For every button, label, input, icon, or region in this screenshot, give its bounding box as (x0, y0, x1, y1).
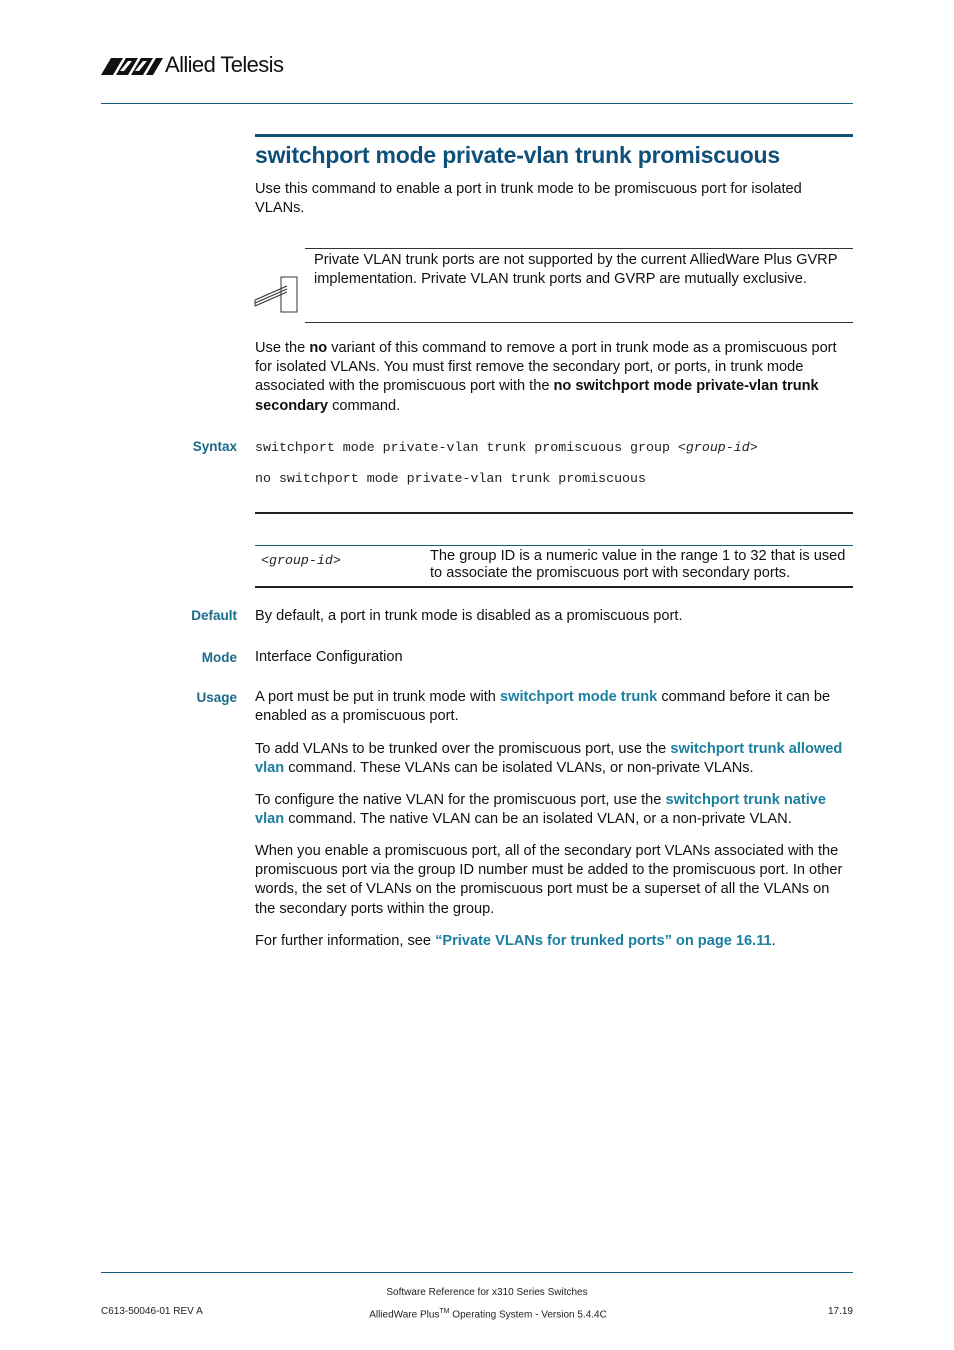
usage-paragraph-5 (255, 932, 851, 951)
usage-p2-text-a: To add VLANs to be trunked over the promiscuous port, use the (255, 741, 671, 757)
param-table-top-rule (255, 512, 853, 514)
syntax-line-2: no switchport mode private-vlan trunk promiscuous (255, 471, 646, 486)
allied-telesis-logo (101, 52, 301, 80)
footer-product: AlliedWare Plus (369, 1309, 440, 1321)
switchport-mode-trunk-link[interactable]: switchport mode trunk (499, 689, 658, 705)
usage-p2-text-b: command. These VLANs can be isolated VLANs, or non-private VLANs. (284, 760, 754, 777)
no-variant-paragraph (255, 339, 851, 416)
usage-p5-text-a: For further information, see (255, 933, 436, 949)
footer-doc-title: Software Reference for x310 Series Switches (386, 1287, 588, 1298)
param-table-header-rule (255, 545, 853, 546)
no-variant-text-3: command. (328, 397, 401, 414)
note-bottom-rule (305, 322, 853, 323)
param-table-bottom-rule (255, 586, 853, 588)
syntax-line-1-suffix: > (749, 440, 758, 455)
logo-text: Allied Telesis (165, 52, 284, 77)
param-group-id: <group-id> (261, 553, 341, 568)
note-top-rule (305, 248, 853, 249)
footer-os-version (340, 1305, 636, 1321)
default-label: Default (191, 608, 237, 623)
header-rule (101, 103, 853, 104)
usage-p5-text-b: . (771, 933, 776, 949)
switchport-trunk-native-vlan-link[interactable]: switchport trunk native vlan (255, 792, 827, 828)
usage-paragraph-4: When you enable a promiscuous port, all of the secondary port VLANs associated with the promiscuous port via the group ID number must be added to the promiscuous port. In other words, the set of VLANs on the promiscuous port must be a superset of all the VLANs on the secondary ports within the group. (255, 843, 843, 917)
syntax-line-1-prefix: switchport mode private-vlan trunk promiscuous group < (255, 440, 686, 455)
footer-page-number: 17.19 (827, 1306, 853, 1317)
page-title: switchport mode private-vlan trunk promiscuous (255, 142, 780, 168)
footer-version: Operating System - Version 5.4.4C (449, 1309, 607, 1321)
no-keyword: no (309, 340, 328, 356)
switchport-trunk-allowed-vlan-link[interactable]: switchport trunk allowed vlan (255, 741, 843, 777)
footer-trademark: TM (439, 1308, 450, 1315)
usage-paragraph-1 (255, 688, 851, 726)
pencil-note-icon (253, 272, 299, 318)
usage-paragraph-3 (255, 791, 851, 829)
default-text: By default, a port in trunk mode is disabled as a promiscuous port. (255, 608, 683, 624)
no-variant-text-1: Use the (255, 340, 310, 356)
usage-paragraph-2 (255, 740, 851, 778)
secondary-command: no switchport mode private-vlan trunk secondary (255, 378, 819, 414)
syntax-label: Syntax (192, 439, 237, 454)
mode-text: Interface Configuration (255, 649, 403, 665)
usage-p3-text-a: To configure the native VLAN for the promiscuous port, use the (255, 792, 666, 808)
logo-mark-icon (101, 55, 163, 77)
intro-paragraph: Use this command to enable a port in trunk mode to be promiscuous port for isolated VLANs. (255, 181, 802, 217)
usage-p3-text-b: command. The native VLAN can be an isolated VLAN, or a non-private VLAN. (284, 811, 792, 828)
usage-p1-text-a: A port must be put in trunk mode with (255, 689, 500, 705)
usage-label: Usage (196, 690, 237, 705)
param-group-id-description: The group ID is a numeric value in the range 1 to 32 that is used to associate the promiscuous port with secondary ports. (430, 548, 846, 581)
title-bar (255, 134, 853, 137)
private-vlans-trunked-ports-link[interactable]: “Private VLANs for trunked ports” on page 16.11 (435, 933, 772, 949)
syntax-line-1 (255, 440, 758, 455)
footer-doc-id: C613-50046-01 REV A (101, 1306, 203, 1317)
no-variant-text-2: variant of this command to remove a port in trunk mode as a promiscuous port for isolated VLANs. You must first remove the secondary port, or ports, in trunk mode associated with the promiscuous port with the (255, 340, 837, 395)
note-text: Private VLAN trunk ports are not supported by the current AlliedWare Plus GVRP implementation. Private VLAN trunk ports and GVRP are mutually exclusive. (314, 252, 838, 288)
syntax-group-id-param: group-id (685, 440, 750, 455)
footer-rule (101, 1272, 853, 1273)
mode-label: Mode (201, 650, 237, 665)
usage-p1-text-b: command before it can be enabled as a promiscuous port. (255, 689, 831, 725)
